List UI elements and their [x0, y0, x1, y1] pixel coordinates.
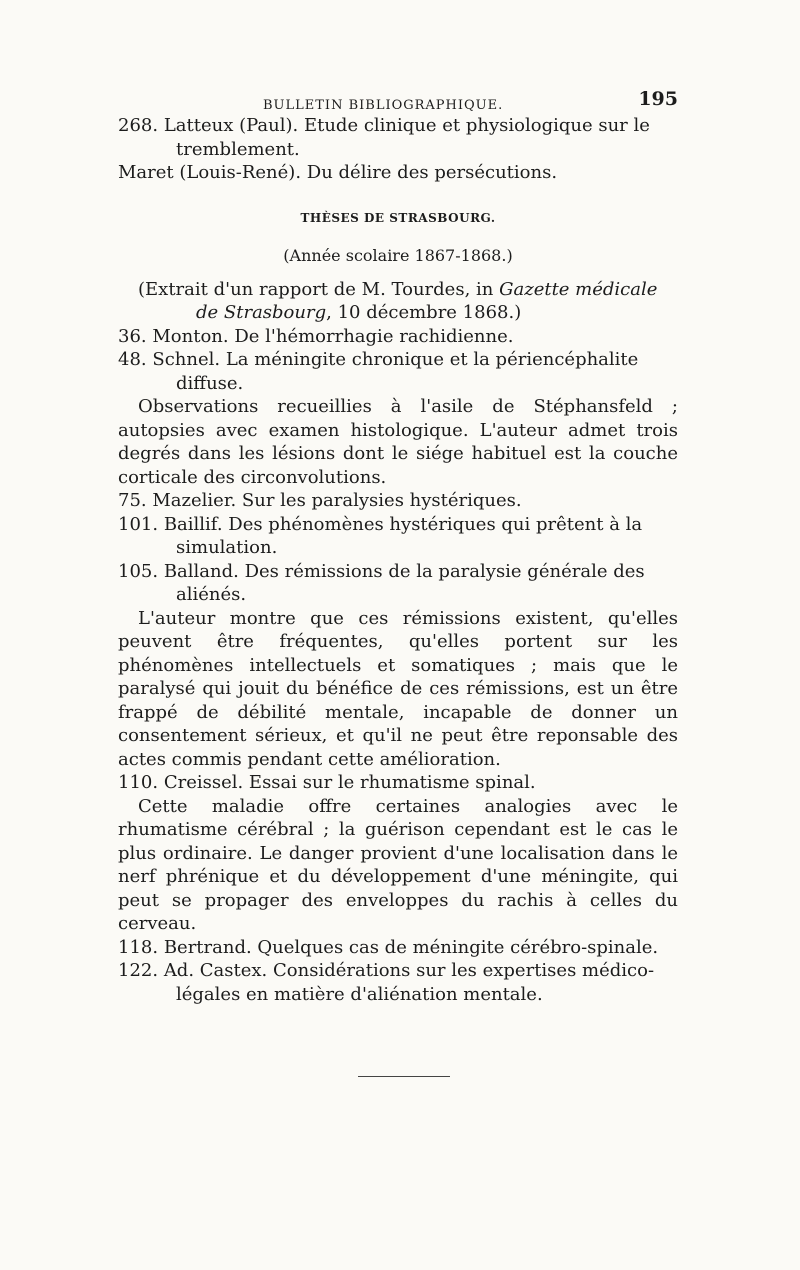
- entry-number: 36.: [118, 325, 147, 347]
- entry-105: [118, 560, 678, 607]
- running-header: [118, 88, 678, 114]
- entry-text: Mazelier. Sur les paralysies hystériques.: [152, 490, 522, 511]
- entry-36: [118, 325, 678, 349]
- academic-year: (Année scolaire 1867-1868.): [283, 246, 513, 265]
- entry-105-summary: L'auteur montre que ces rémissions existent, qu'elles peuvent être fréquentes, qu'elles portent sur les phénomènes intellectuels et somatiques ; mais que le paralysé qui jouit du bénéfice de ces rémissions, est un être frappé de débilité mentale, incapable de donner un consentement sérieux, et qu'il ne peut être reponsable des actes commis pendant cette amélioration.: [118, 607, 678, 770]
- entry-text: Bertrand. Quelques cas de méningite cérébro-spinale.: [163, 936, 659, 958]
- entry-latteux: [118, 114, 678, 161]
- entry-text: Maret (Louis-René). Du délire des persécutions.: [118, 162, 558, 183]
- entry-110-summary: Cette maladie offre certaines analogies avec le rhumatisme cérébral ; la guérison cependant est le cas le plus ordinaire. Le danger provient d'une localisation dans le nerf phrénique et du développement d'une méningite, qui peut se propager des enveloppes du rachis à celles du cerveau.: [118, 795, 678, 934]
- journal-title: Gazette médicale de Strasbourg: [196, 278, 658, 323]
- entry-122: [118, 959, 678, 1006]
- entry-text: Monton. De l'hémorrhagie rachidienne.: [152, 325, 514, 347]
- entry-48-summary: Observations recueillies à l'asile de Stéphansfeld ; autopsies avec examen histologique. L'auteur admet trois degrés dans les lésions dont le siége habituel est la couche corticale des circonvolutions.: [118, 396, 678, 488]
- entry-number: 48.: [118, 349, 147, 370]
- page-number: 195: [638, 88, 678, 110]
- entry-number: 75.: [118, 490, 147, 511]
- entry-text: Schnel. La méningite chronique et la périencéphalite diffuse.: [152, 349, 639, 394]
- entry-101: [118, 513, 678, 560]
- entry-text: Balland. Des rémissions de la paralysie générale des aliénés.: [163, 560, 645, 605]
- entry-75: [118, 489, 678, 513]
- extract-before: (Extrait d'un rapport de M. Tourdes, in: [138, 278, 500, 300]
- page-content: [118, 88, 678, 1006]
- entry-number: 110.: [118, 772, 159, 793]
- extract-note: [118, 278, 678, 325]
- entry-text: Latteux (Paul). Etude clinique et physiologique sur le tremblement.: [163, 115, 650, 160]
- entry-number: 105.: [118, 560, 159, 582]
- entry-maret: [118, 161, 678, 185]
- end-rule: [358, 1076, 450, 1077]
- entry-text: Ad. Castex. Considérations sur les expertises médico-légales en matière d'aliénation mentale.: [163, 960, 655, 1005]
- entry-118: [118, 936, 678, 960]
- running-title: BULLETIN BIBLIOGRAPHIQUE.: [263, 98, 504, 113]
- entry-number: 268.: [118, 115, 159, 136]
- entry-48: [118, 348, 678, 395]
- entry-text: Baillif. Des phénomènes hystériques qui prêtent à la simulation.: [163, 513, 643, 558]
- entry-110: [118, 771, 678, 795]
- section-title: THÈSES DE STRASBOURG.: [300, 210, 496, 225]
- entry-number: 101.: [118, 513, 159, 535]
- entry-number: 122.: [118, 960, 159, 981]
- extract-after: , 10 décembre 1868.): [326, 302, 522, 323]
- entry-text: Creissel. Essai sur le rhumatisme spinal.: [163, 772, 536, 793]
- entry-number: 118.: [118, 936, 159, 958]
